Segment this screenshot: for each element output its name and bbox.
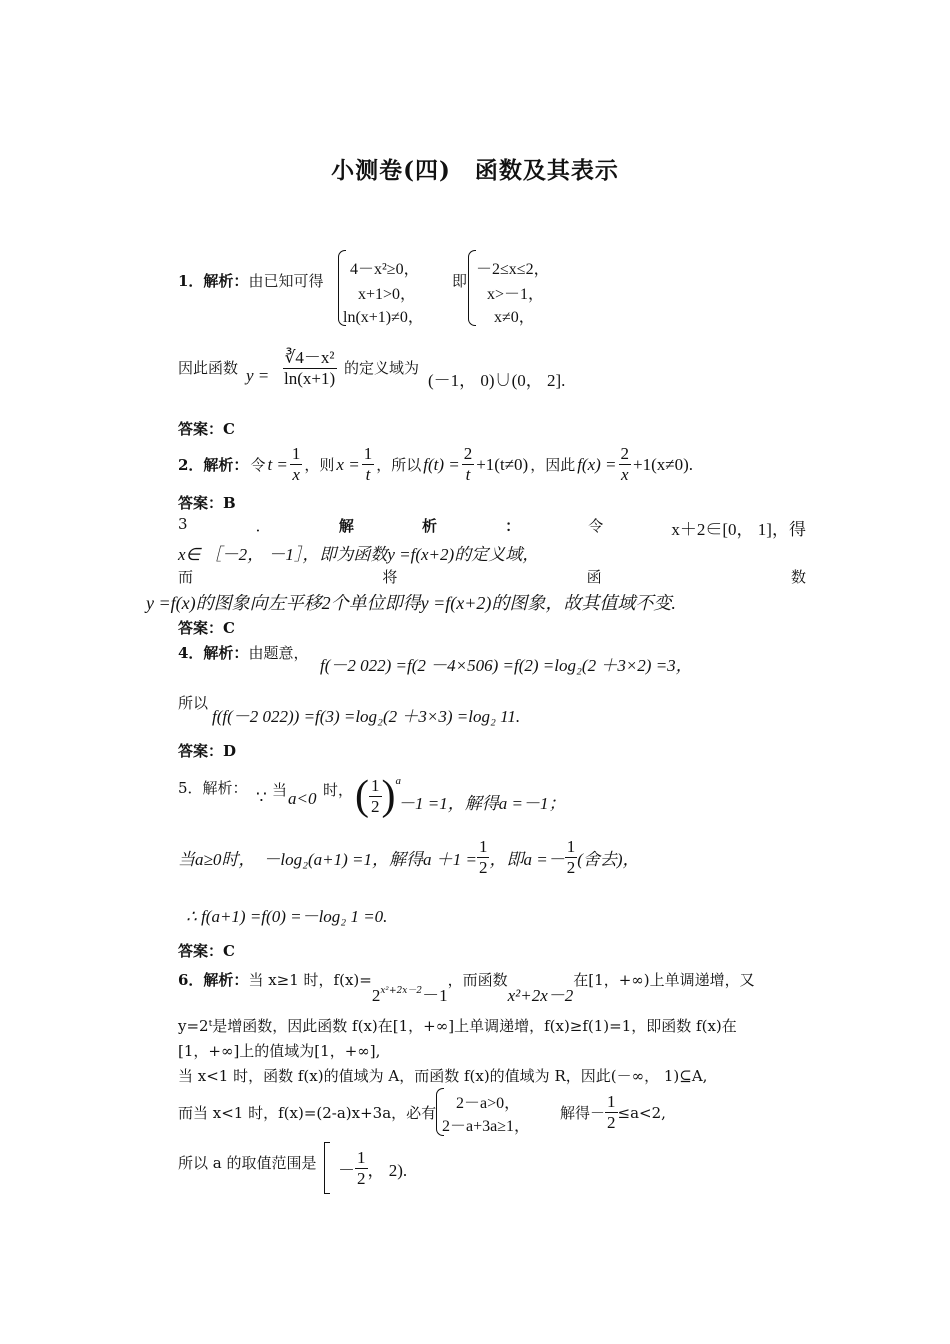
q3-r1-5: 令 <box>588 517 604 535</box>
q3-row1 <box>178 515 806 540</box>
q3-r1-0: 3 <box>178 515 188 533</box>
q6-l5a: 而当 x<1 时，f(x)=(2-a)x+3a，必有 <box>178 1104 437 1122</box>
q2-f3-num: 2 <box>463 444 473 463</box>
q1-line2-prefix: 因此函数 <box>178 359 239 377</box>
q3-row2a: x∈ <box>178 545 201 564</box>
q6-case-1: 2－a>0， <box>456 1095 521 1112</box>
q6-range: － $\frac{1}{2}$ ， 2). <box>324 1142 407 1194</box>
q2-e2: x = <box>336 454 360 474</box>
q5-e1: a<0 <box>288 789 317 808</box>
q2-e4b: +1(x≠0). <box>633 454 694 474</box>
q1-case-b-2: x>－1， <box>487 286 545 303</box>
q6-bracket-l <box>324 1142 330 1194</box>
q4-intro <box>178 642 308 663</box>
q2-f4-den: x <box>620 465 629 484</box>
q5-p2: 时， <box>323 781 354 799</box>
q1-case-a-3: ln(x+1)≠0， <box>343 309 424 326</box>
q1-intro-text: 由已知可得 <box>248 272 324 290</box>
q6-l1c: －1 <box>422 986 448 1005</box>
q5-p1: 当 <box>272 781 288 799</box>
q6-l6fd: 2 <box>357 1168 366 1188</box>
q3-r1-3: 析 <box>421 517 437 535</box>
q1-case-a-2: x+1>0， <box>358 286 417 303</box>
q6-l1b: 2 <box>371 986 381 1005</box>
q6-l1e: x²+2x－2 <box>507 986 574 1005</box>
answer-1: 答案：C <box>178 420 235 438</box>
page-title: 小测卷(四) 函数及其表示 <box>331 157 619 184</box>
q6-l4: 当 x<1 时，函数 f(x)的值域为 A，而函数 f(x)的值域为 R，因此(－∞， 1)⊆A, <box>178 1067 708 1085</box>
q1-case-b-1: －2≤x≤2， <box>476 261 550 278</box>
q1-fn-den: ln(x+1) <box>284 369 336 388</box>
q6-l5c: ≤a<2, <box>617 1103 666 1122</box>
q5-l2fn: 1 <box>478 837 488 856</box>
q6-l1d: ，而函数 <box>447 971 508 989</box>
q5-line2 <box>178 837 640 878</box>
q6-l3: [1，+∞]上的值域为[1，+∞], <box>178 1042 381 1060</box>
q3-r3-2: 函 <box>586 568 602 586</box>
q2-line <box>178 444 693 485</box>
q1-brace-b <box>468 250 476 326</box>
q2-f2-den: t <box>365 465 371 484</box>
q5-e2: －1 =1，解得a =－1； <box>398 794 566 813</box>
q1-intro <box>178 270 323 291</box>
q2-f1-den: x <box>292 465 300 484</box>
q5-therefore: ∵ <box>256 788 267 807</box>
q6-l5-result <box>560 1092 666 1133</box>
q3-r1-6: x＋2∈[0， 1]，得 <box>671 520 806 539</box>
q2-f3-den: t <box>465 465 471 484</box>
q6-label: 6．解析： <box>178 971 249 989</box>
answer-4: 答案：D <box>178 742 237 760</box>
q5-paren-l: ( <box>355 773 369 819</box>
q3-r1-1: ． <box>255 517 271 535</box>
q3-row2 <box>178 540 539 565</box>
q5-l2fd2: 2 <box>566 858 576 877</box>
q1-fn-num: ∛4－x² <box>284 348 335 367</box>
q2-p2: ，则 <box>304 456 335 474</box>
q1-line2-mid: 的定义域为 <box>344 359 420 377</box>
q3-row4: y =f(x)的图象向左平移2个单位即得y =f(x+2)的图象，故其值域不变. <box>146 593 676 613</box>
q5-l2e2: ，即a =－ <box>489 850 565 869</box>
q2-e1: t = <box>267 454 288 474</box>
q4-e1: f(－2 022) =f(2 －4×506) =f(2) =log₂(2 ＋3×2) =3， <box>320 656 693 675</box>
q2-e3b: +1(t≠0) <box>476 454 529 474</box>
q1-domain: (－1， 0)∪(0， 2]. <box>428 371 566 390</box>
q5-exp: a <box>395 775 401 787</box>
q4-p2: 所以 <box>178 694 209 712</box>
q1-mid: 即 <box>452 272 468 290</box>
answer-5: 答案：C <box>178 942 235 960</box>
q1-fn-lhs: y = <box>246 366 270 385</box>
q6-l1a: 当 x≥1 时，f(x)= <box>248 971 372 989</box>
q4-e2: f(f(－2 022)) =f(3) =log₂(2 ＋3×3) =log₂ 11. <box>212 707 521 726</box>
q2-p1: 令 <box>250 456 266 474</box>
q6-l6b: ， 2). <box>367 1160 408 1180</box>
q3-row2b: ［－2， －1］，即为函数y =f(x+2)的定义域， <box>204 545 540 564</box>
q6-l6fn: 1 <box>357 1147 366 1167</box>
answer-3: 答案：C <box>178 619 235 637</box>
q6-l1f: 在[1，+∞)上单调递增，又 <box>573 971 755 989</box>
q1-case-b-3: x≠0， <box>494 309 535 326</box>
q5-l3: ∴ f(a+1) =f(0) =－log₂ 1 =0. <box>186 907 388 926</box>
q3-row3 <box>178 566 806 587</box>
q6-l5fd: 2 <box>607 1113 616 1132</box>
q5-l2fd: 2 <box>478 858 488 877</box>
q5-power <box>355 775 401 817</box>
q6-line1 <box>178 965 755 1005</box>
q1-label: 1．解析： <box>178 272 249 290</box>
q2-f2-num: 1 <box>363 444 373 463</box>
q1-fn-fraction <box>282 348 337 389</box>
q5-l2p: 当a≥0时， <box>178 850 256 869</box>
q2-f4-num: 2 <box>620 444 630 463</box>
q5-label: 5．解析： <box>178 779 248 797</box>
q5-paren-r: ) <box>381 773 396 819</box>
q3-r1-4: ： <box>505 517 521 535</box>
q5-fd: 2 <box>371 796 380 816</box>
q2-p3: ，所以 <box>376 456 422 474</box>
q5-fn: 1 <box>371 775 380 795</box>
q2-e4: f(x) = <box>577 454 617 474</box>
q4-p1: 由题意， <box>248 644 309 662</box>
q2-p4: ，因此 <box>530 456 576 474</box>
q6-l1exp: x²+2x－2 <box>380 986 423 996</box>
q6-case-2: 2－a+3a≥1， <box>442 1118 531 1135</box>
q6-l2: y=2ᵗ是增函数，因此函数 f(x)在[1，+∞]上单调递增，f(x)≥f(1)=1，即函数 f(x)在 <box>178 1017 737 1035</box>
q3-r3-0: 而 <box>178 568 194 586</box>
q3-r1-2: 解 <box>338 517 354 535</box>
q6-l6a: 所以 a 的取值范围是 <box>178 1154 317 1172</box>
q5-l2e3: (舍去)， <box>577 850 640 869</box>
q1-case-a-1: 4－x²≥0， <box>350 261 420 278</box>
q5-l2e: －log₂(a+1) =1，解得a ＋1 = <box>263 850 477 869</box>
q6-l5b: 解得－ <box>560 1104 606 1122</box>
q4-label: 4．解析： <box>178 644 249 662</box>
q2-f1-num: 1 <box>291 444 301 463</box>
q6-l5fn: 1 <box>607 1092 616 1111</box>
q2-e3: f(t) = <box>423 454 460 474</box>
q3-r3-3: 数 <box>790 568 806 586</box>
q5-l2fn2: 1 <box>566 837 576 856</box>
answer-2: 答案：B <box>178 494 236 512</box>
q3-r3-1: 将 <box>382 568 398 586</box>
q2-label: 2．解析： <box>178 456 249 474</box>
